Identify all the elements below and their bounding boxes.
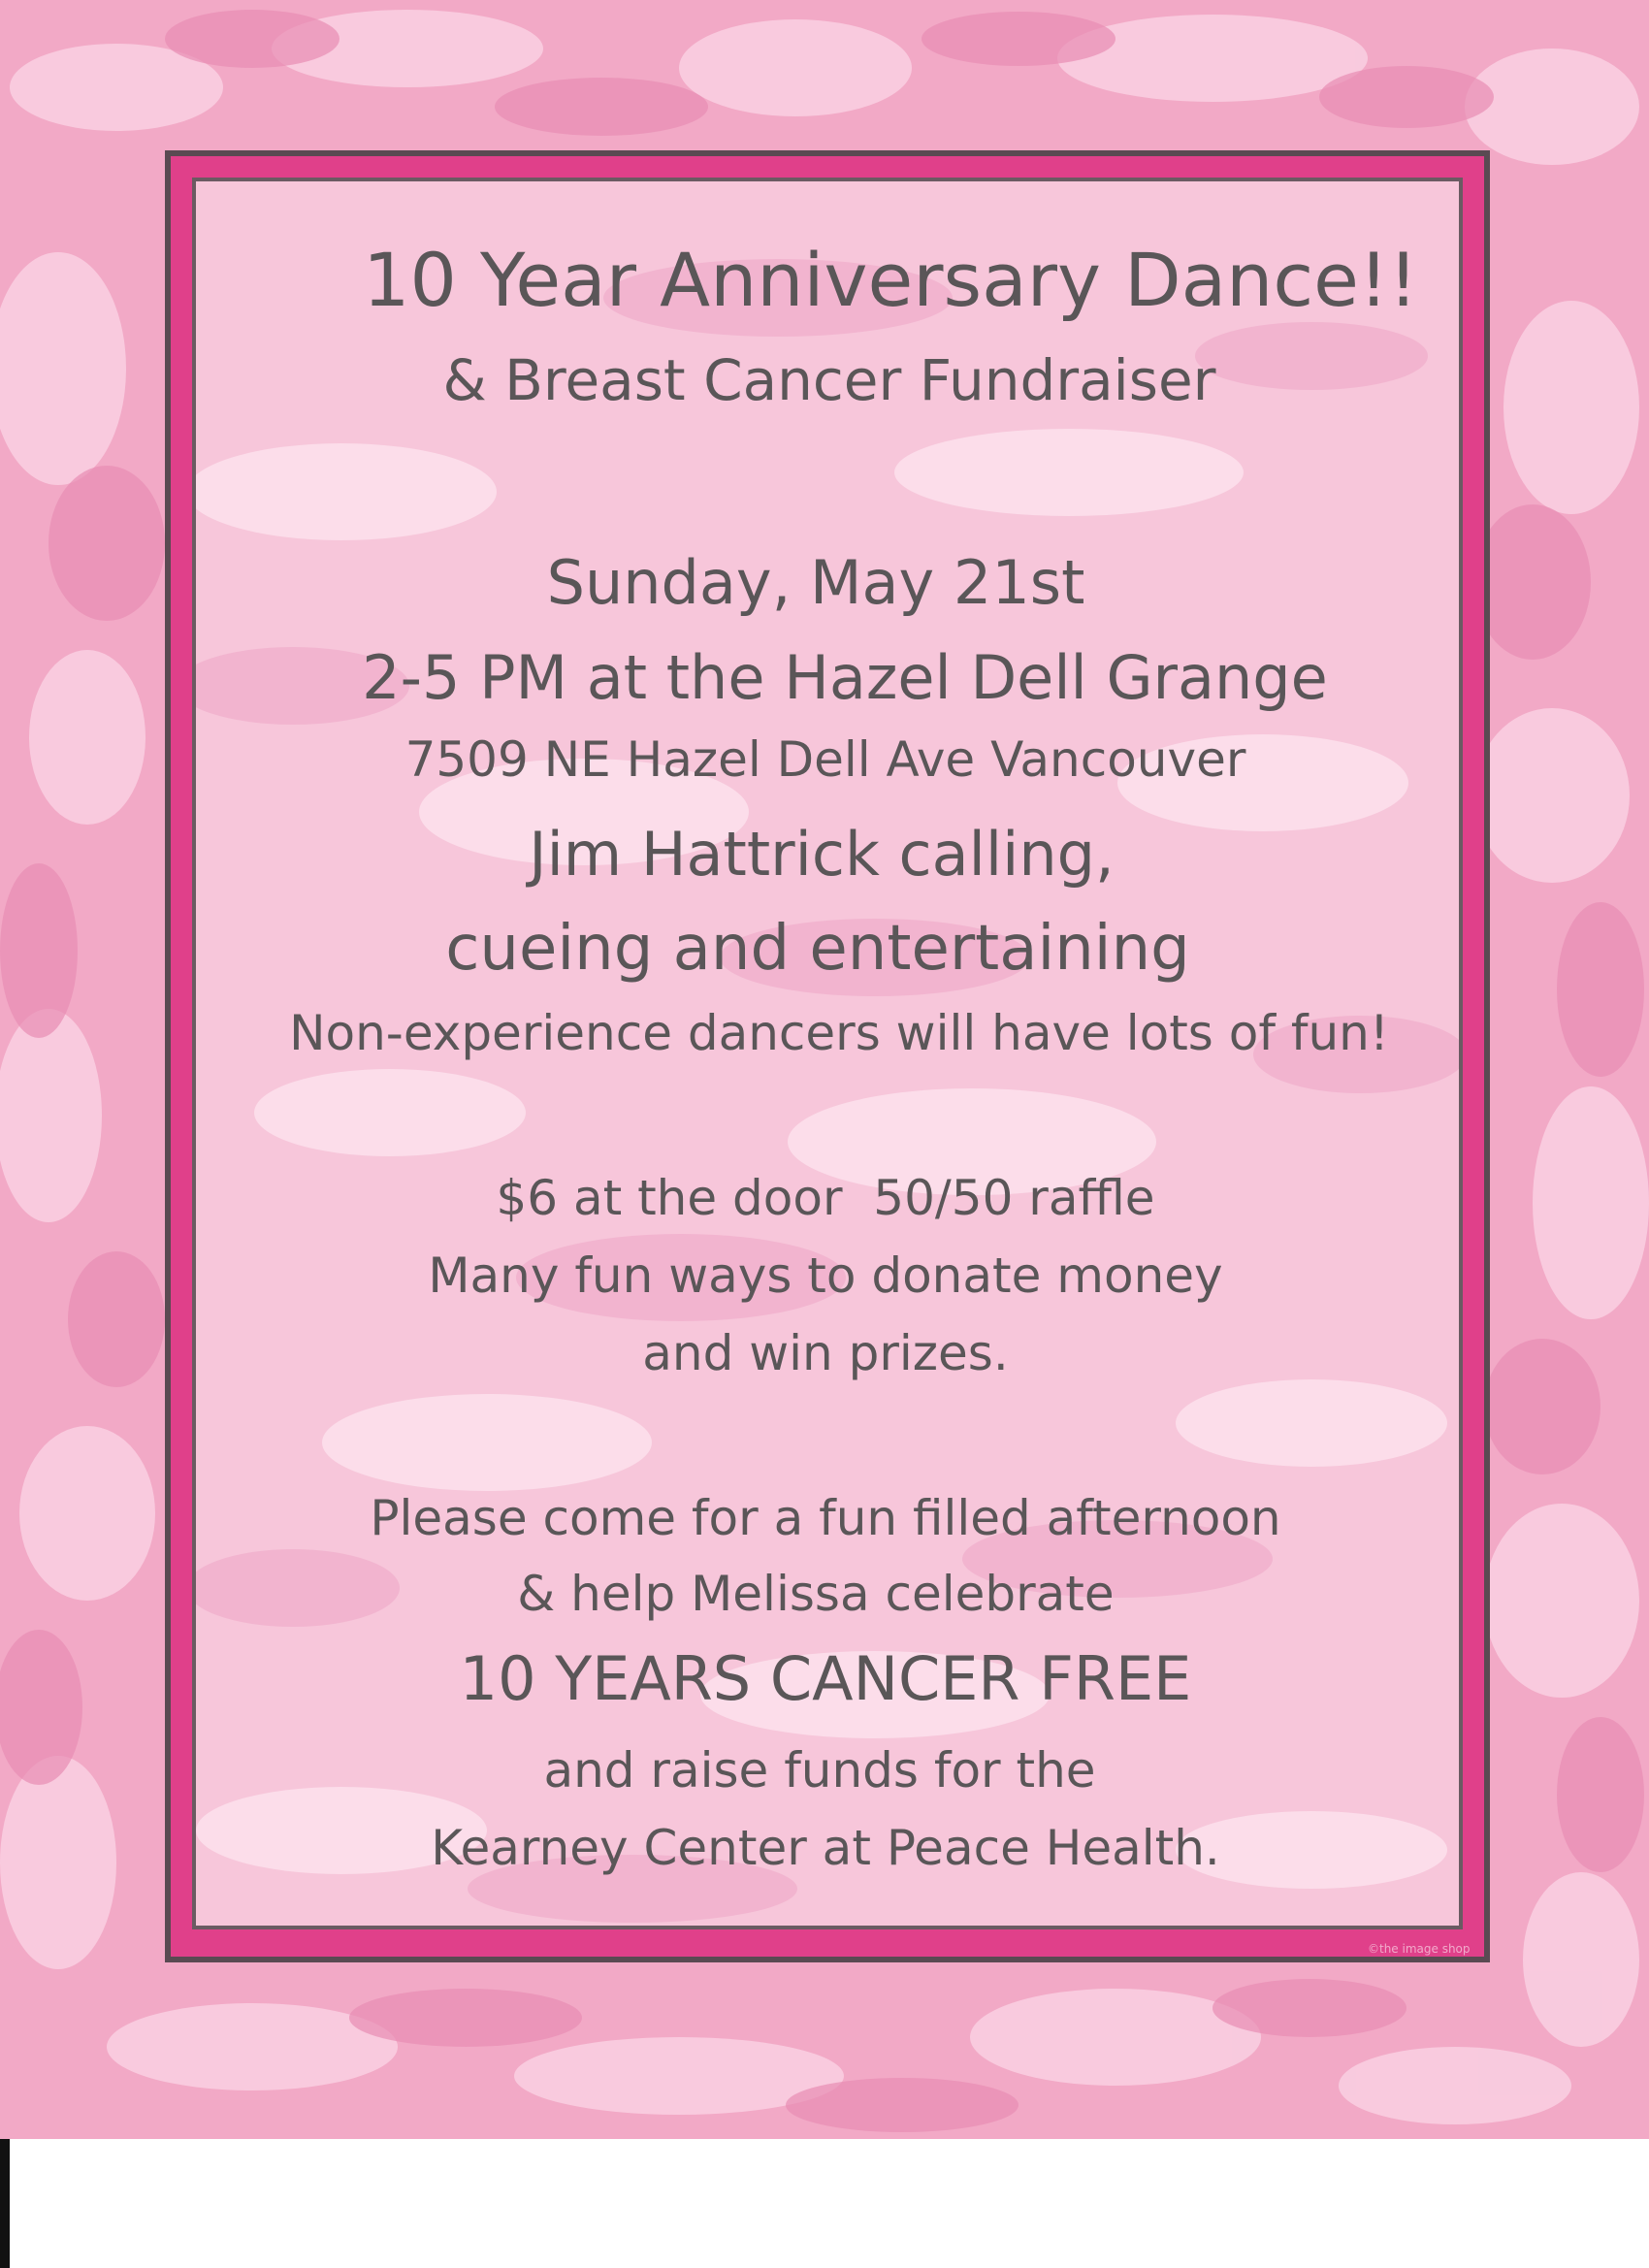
event-date: Sunday, May 21st <box>546 547 1085 618</box>
cancer-free-heading: 10 YEARS CANCER FREE <box>459 1643 1192 1714</box>
caller-line-1: Jim Hattrick calling, <box>529 819 1115 890</box>
invite-line-2: & help Melissa celebrate <box>517 1566 1115 1622</box>
raise-line-1: and raise funds for the <box>543 1742 1096 1798</box>
non-experience-note: Non-experience dancers will have lots of fun! <box>289 1005 1389 1061</box>
event-subtitle: & Breast Cancer Fundraiser <box>442 347 1216 413</box>
event-time-place: 2-5 PM at the Hazel Dell Grange <box>362 642 1328 713</box>
event-address: 7509 NE Hazel Dell Ave Vancouver <box>404 731 1246 788</box>
raise-line-2: Kearney Center at Peace Health. <box>431 1820 1220 1876</box>
donate-line-1: Many fun ways to donate money <box>428 1247 1223 1304</box>
donate-line-2: and win prizes. <box>642 1325 1009 1381</box>
price-raffle: $6 at the door 50/50 raffle <box>496 1170 1155 1226</box>
flyer-panel <box>196 181 1459 1926</box>
flyer-text <box>196 181 1459 1926</box>
watermark: ©the image shop <box>1368 1942 1471 1956</box>
caller-line-2: cueing and entertaining <box>445 913 1190 985</box>
invite-line-1: Please come for a fun filled afternoon <box>370 1490 1281 1546</box>
scan-edge <box>0 2139 10 2268</box>
event-title: 10 Year Anniversary Dance!! <box>363 237 1418 323</box>
